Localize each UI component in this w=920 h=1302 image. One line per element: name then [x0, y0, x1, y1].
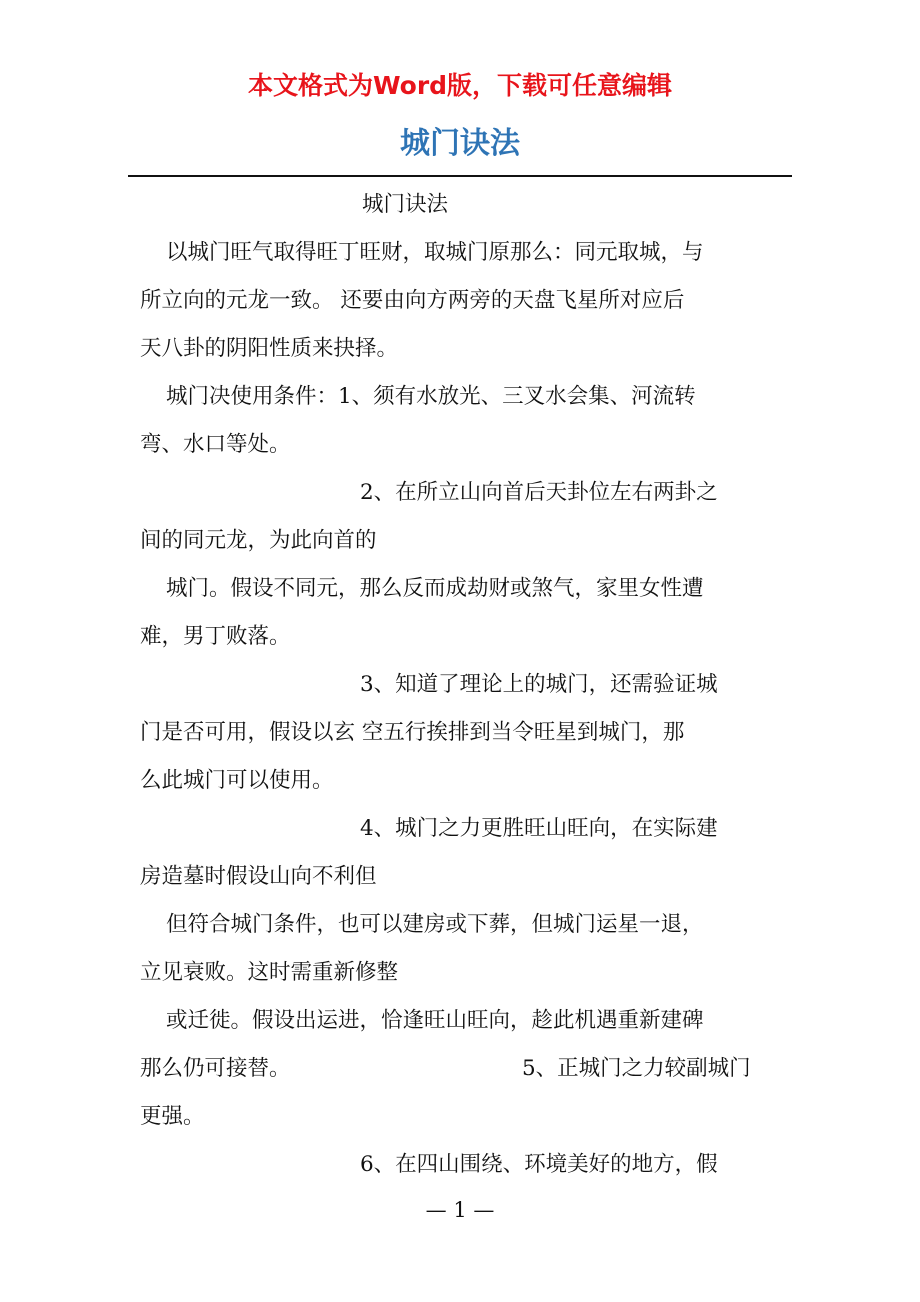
text-line: 但符合城门条件，也可以建房或下葬，但城门运星一退，	[166, 912, 704, 937]
text-line: 弯、水口等处。	[140, 432, 291, 457]
text-line: 那么仍可接替。	[140, 1056, 291, 1081]
text-line: 所立向的元龙一致。 还要由向方两旁的天盘飞星所对应后	[140, 288, 685, 313]
body-heading: 城门诀法	[362, 192, 449, 217]
text-line: 4、城门之力更胜旺山旺向，在实际建	[360, 816, 718, 841]
text-line: 或迁徙。假设出运进，恰逢旺山旺向，趁此机遇重新建碑	[166, 1008, 704, 1033]
text-line: 天八卦的阴阳性质来抉择。	[140, 336, 399, 361]
format-banner: 本文格式为Word版，下载可任意编辑	[247, 71, 673, 100]
text-line: 么此城门可以使用。	[140, 768, 334, 793]
text-line: 城门决使用条件：1、须有水放光、三叉水会集、河流转	[166, 384, 696, 409]
text-line: 城门。假设不同元，那么反而成劫财或煞气，家里女性遭	[166, 576, 704, 601]
text-line: 难，男丁败落。	[140, 624, 291, 649]
text-line: 6、在四山围绕、环境美好的地方，假	[360, 1152, 718, 1177]
text-line: 立见衰败。这时需重新修整	[140, 960, 399, 985]
text-line: 房造墓时假设山向不利但	[140, 864, 377, 889]
text-line: 更强。	[140, 1104, 205, 1129]
text-line: 门是否可用，假设以玄 空五行挨排到当令旺星到城门，那	[140, 720, 685, 745]
text-line: 2、在所立山向首后天卦位左右两卦之	[360, 480, 718, 505]
text-line: 间的同元龙，为此向首的	[140, 528, 377, 553]
page-title: 城门诀法	[400, 126, 520, 161]
title-divider	[128, 175, 792, 177]
text-line: 3、知道了理论上的城门，还需验证城	[360, 672, 718, 697]
text-line: 5、正城门之力较副城门	[522, 1056, 751, 1081]
page-number: — 1 —	[425, 1198, 495, 1222]
text-line: 以城门旺气取得旺丁旺财，取城门原那么：同元取城，与	[166, 240, 704, 265]
